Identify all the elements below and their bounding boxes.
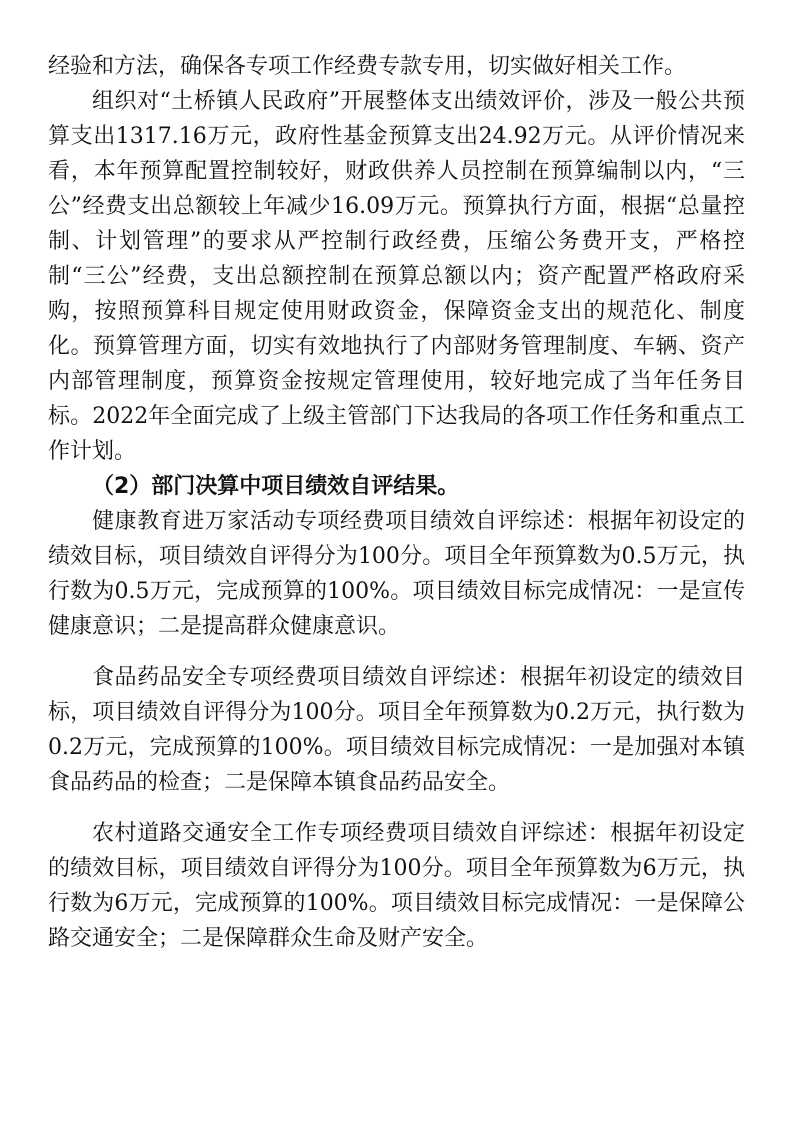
paragraph-overall-evaluation: 组织对“土桥镇人民政府”开展整体支出绩效评价，涉及一般公共预算支出1317.16万元，政府性基金预算支出24.92万元。从评价情况来看，本年预算配置控制较好，财政供养人员控制在预算编制以内，“三公”经费支出总额较上年减少16.09万元。预算执行方面，根据“总量控制、计划管理”的要求从严控制行政经费，压缩公务费开支，严格控制“三公”经费，支出总额控制在预算总额以内；资产配置严格政府采购，按照预算科目规定使用财政资金，保障资金支出的规范化、制度化。预算管理方面，切实有效地执行了内部财务管理制度、车辆、资产内部管理制度，预算资金按规定管理使用，较好地完成了当年任务目标。2022年全面完成了上级主管部门下达我局的各项工作任务和重点工作计划。 <box>48 89 745 464</box>
paragraph-road-safety: 农村道路交通安全工作专项经费项目绩效自评综述：根据年初设定的绩效目标，项目绩效自评得分为100分。项目全年预算数为6万元，执行数为6万元，完成预算的100%。项目绩效目标完成情况：一是保障公路交通安全；二是保障群众生命及财产安全。 <box>48 821 745 951</box>
section-heading-project-results: （2）部门决算中项目绩效自评结果。 <box>92 474 460 499</box>
paragraph-health-education: 健康教育进万家活动专项经费项目绩效自评综述：根据年初设定的绩效目标，项目绩效自评得分为100分。项目全年预算数为0.5万元，执行数为0.5万元，完成预算的100%。项目绩效目标完成情况：一是宣传健康意识；二是提高群众健康意识。 <box>48 509 745 639</box>
paragraph-food-safety: 食品药品安全专项经费项目绩效自评综述：根据年初设定的绩效目标，项目绩效自评得分为100分。项目全年预算数为0.2万元，执行数为0.2万元，完成预算的100%。项目绩效目标完成情况：一是加强对本镇食品药品的检查；二是保障本镇食品药品安全。 <box>48 665 745 795</box>
paragraph-continuation: 经验和方法，确保各专项工作经费专款专用，切实做好相关工作。 <box>48 54 687 79</box>
document-page <box>48 49 745 956</box>
